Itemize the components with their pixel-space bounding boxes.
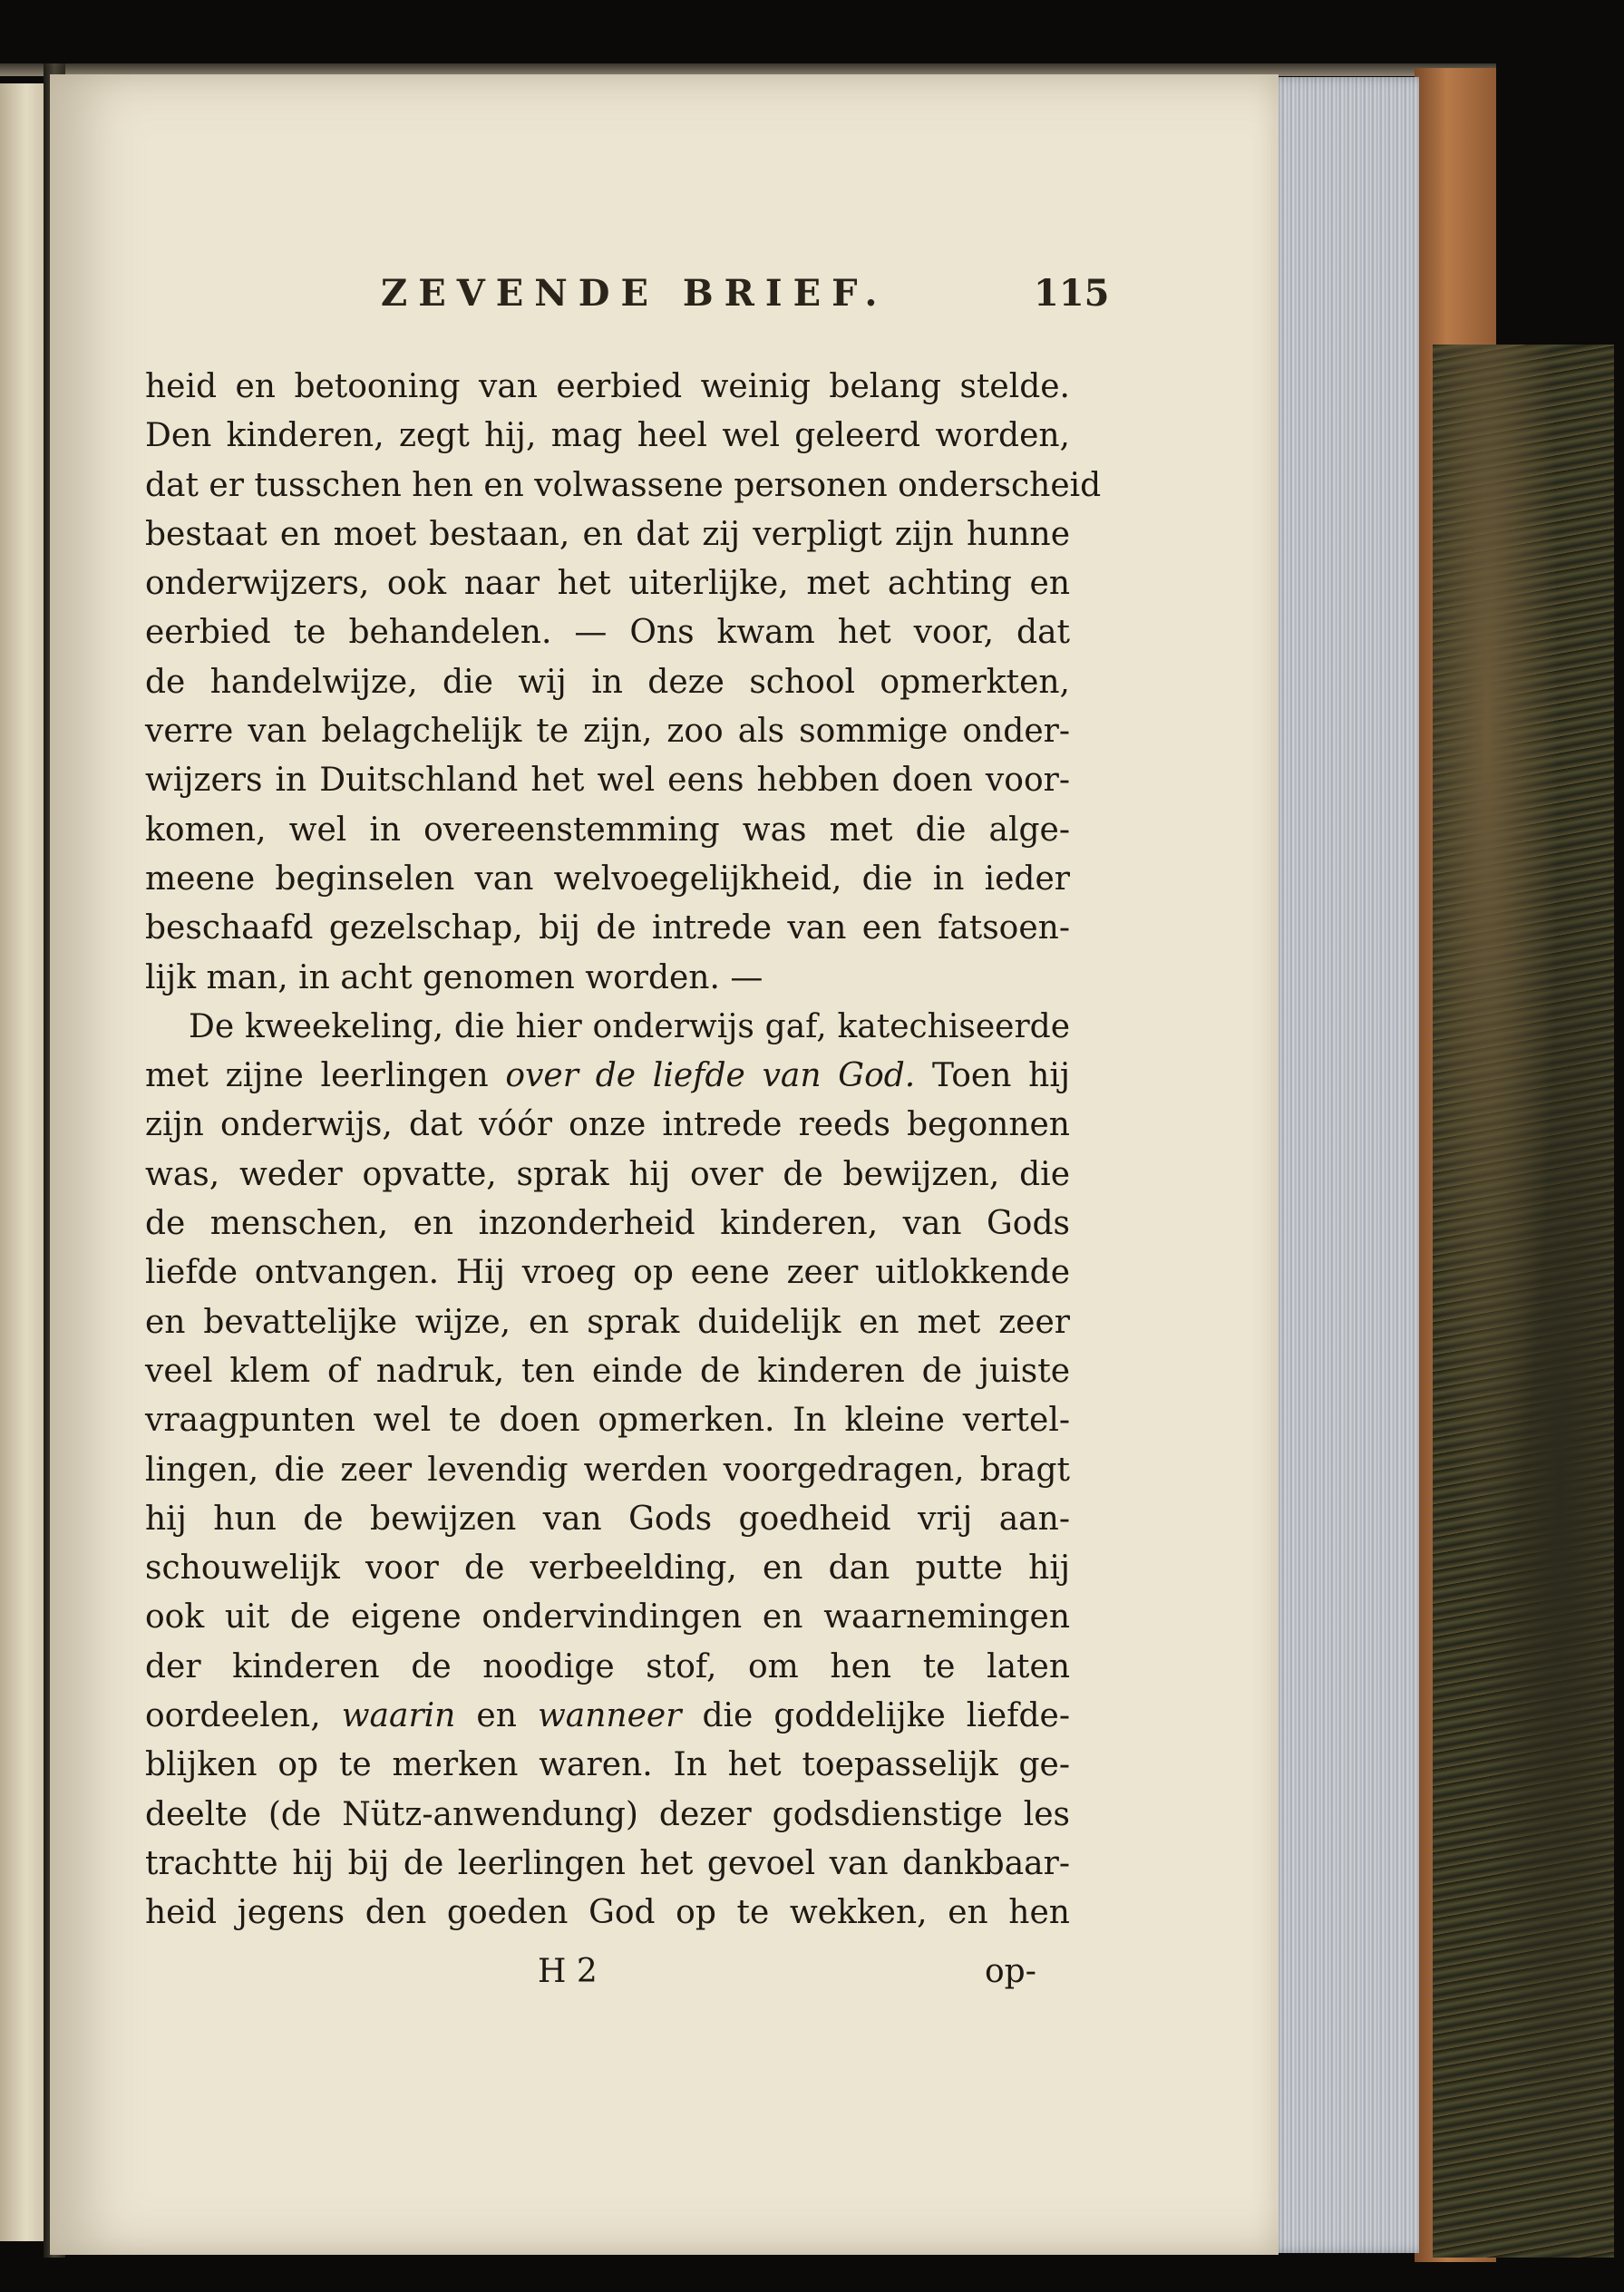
- text-line: blijken op te merken waren. In het toepasselijk ge-: [145, 1746, 1070, 1784]
- text-line: heid en betooning van eerbied weinig belang stelde.: [145, 368, 1070, 405]
- text-run: die goddelijke liefde-: [681, 1697, 1070, 1735]
- italic-text: wanneer: [537, 1697, 682, 1735]
- page-number: 115: [1034, 272, 1110, 315]
- text-line: meene beginselen van welvoegelijkheid, die in ieder: [145, 860, 1070, 898]
- text-line: liefde ontvangen. Hij vroeg op eene zeer uitlokkende: [145, 1254, 1070, 1292]
- text-line: lingen, die zeer levendig werden voorgedragen, bragt: [145, 1451, 1070, 1489]
- paragraph-first-line: De kweekeling, die hier onderwijs gaf, katechiseerde: [189, 1007, 1070, 1045]
- catchword: op-: [985, 1953, 1036, 1990]
- text-line: wijzers in Duitschland het wel eens hebben doen voor-: [145, 762, 1070, 800]
- text-line: verre van belagchelijk te zijn, zoo als sommige onder-: [145, 713, 1070, 751]
- text-run: oordeelen,: [145, 1697, 342, 1735]
- text-line: dat er tusschen hen en volwassene personen onderscheid: [145, 466, 1102, 504]
- text-line: Den kinderen, zegt hij, mag heel wel geleerd worden,: [145, 417, 1070, 455]
- text-line: beschaafd gezelschap, bij de intrede van een fatsoen-: [145, 909, 1070, 947]
- running-head: ZEVENDE BRIEF.: [381, 272, 889, 315]
- text-line: onderwijzers, ook naar het uiterlijke, met achting en: [145, 565, 1070, 603]
- text-line: de menschen, en inzonderheid kinderen, van Gods: [145, 1205, 1070, 1243]
- text-line: lijk man, in acht genomen worden. —: [145, 958, 763, 996]
- text-line: was, weder opvatte, sprak hij over de bewijzen, die: [145, 1155, 1070, 1193]
- italic-text: over de liefde van God.: [505, 1057, 916, 1095]
- text-line: heid jegens den goeden God op te wekken, en hen: [145, 1894, 1070, 1932]
- text-line: komen, wel in overeenstemming was met die alge-: [145, 811, 1070, 849]
- text-line: eerbied te behandelen. — Ons kwam het voor, dat: [145, 614, 1070, 652]
- text-line: en bevattelijke wijze, en sprak duidelijk en met zeer: [145, 1303, 1070, 1341]
- text-line-with-italic: [145, 1692, 1070, 1741]
- text-line: zijn onderwijs, dat vóór onze intrede reeds begonnen: [145, 1106, 1070, 1144]
- text-line: trachtte hij bij de leerlingen het gevoel van dankbaar-: [145, 1844, 1070, 1882]
- text-line: ook uit de eigene ondervindingen en waarnemingen: [145, 1598, 1070, 1636]
- text-line: vraagpunten wel te doen opmerken. In kleine vertel-: [145, 1402, 1070, 1440]
- body-text: [145, 363, 1102, 1938]
- text-run: Toen hij: [915, 1057, 1070, 1095]
- text-line-with-italic: [145, 1052, 1070, 1101]
- italic-text: waarin: [341, 1697, 456, 1735]
- text-line: hij hun de bewijzen van Gods goedheid vrij aan-: [145, 1500, 1070, 1538]
- text-line: bestaat en moet bestaan, en dat zij verpligt zijn hunne: [145, 515, 1070, 553]
- text-line: de handelwijze, die wij in deze school opmerkten,: [145, 663, 1070, 701]
- text-run: met zijne leerlingen: [145, 1057, 506, 1095]
- text-line: schouwelijk voor de verbeelding, en dan putte hij: [145, 1549, 1070, 1588]
- text-line: deelte (de Nütz-anwendung) dezer godsdienstige les: [145, 1795, 1070, 1833]
- signature-mark: H 2: [538, 1953, 598, 1990]
- text-line: der kinderen de noodige stof, om hen te laten: [145, 1647, 1070, 1685]
- text-run: en: [455, 1697, 538, 1735]
- text-line: veel klem of nadruk, ten einde de kinderen de juiste: [145, 1352, 1070, 1390]
